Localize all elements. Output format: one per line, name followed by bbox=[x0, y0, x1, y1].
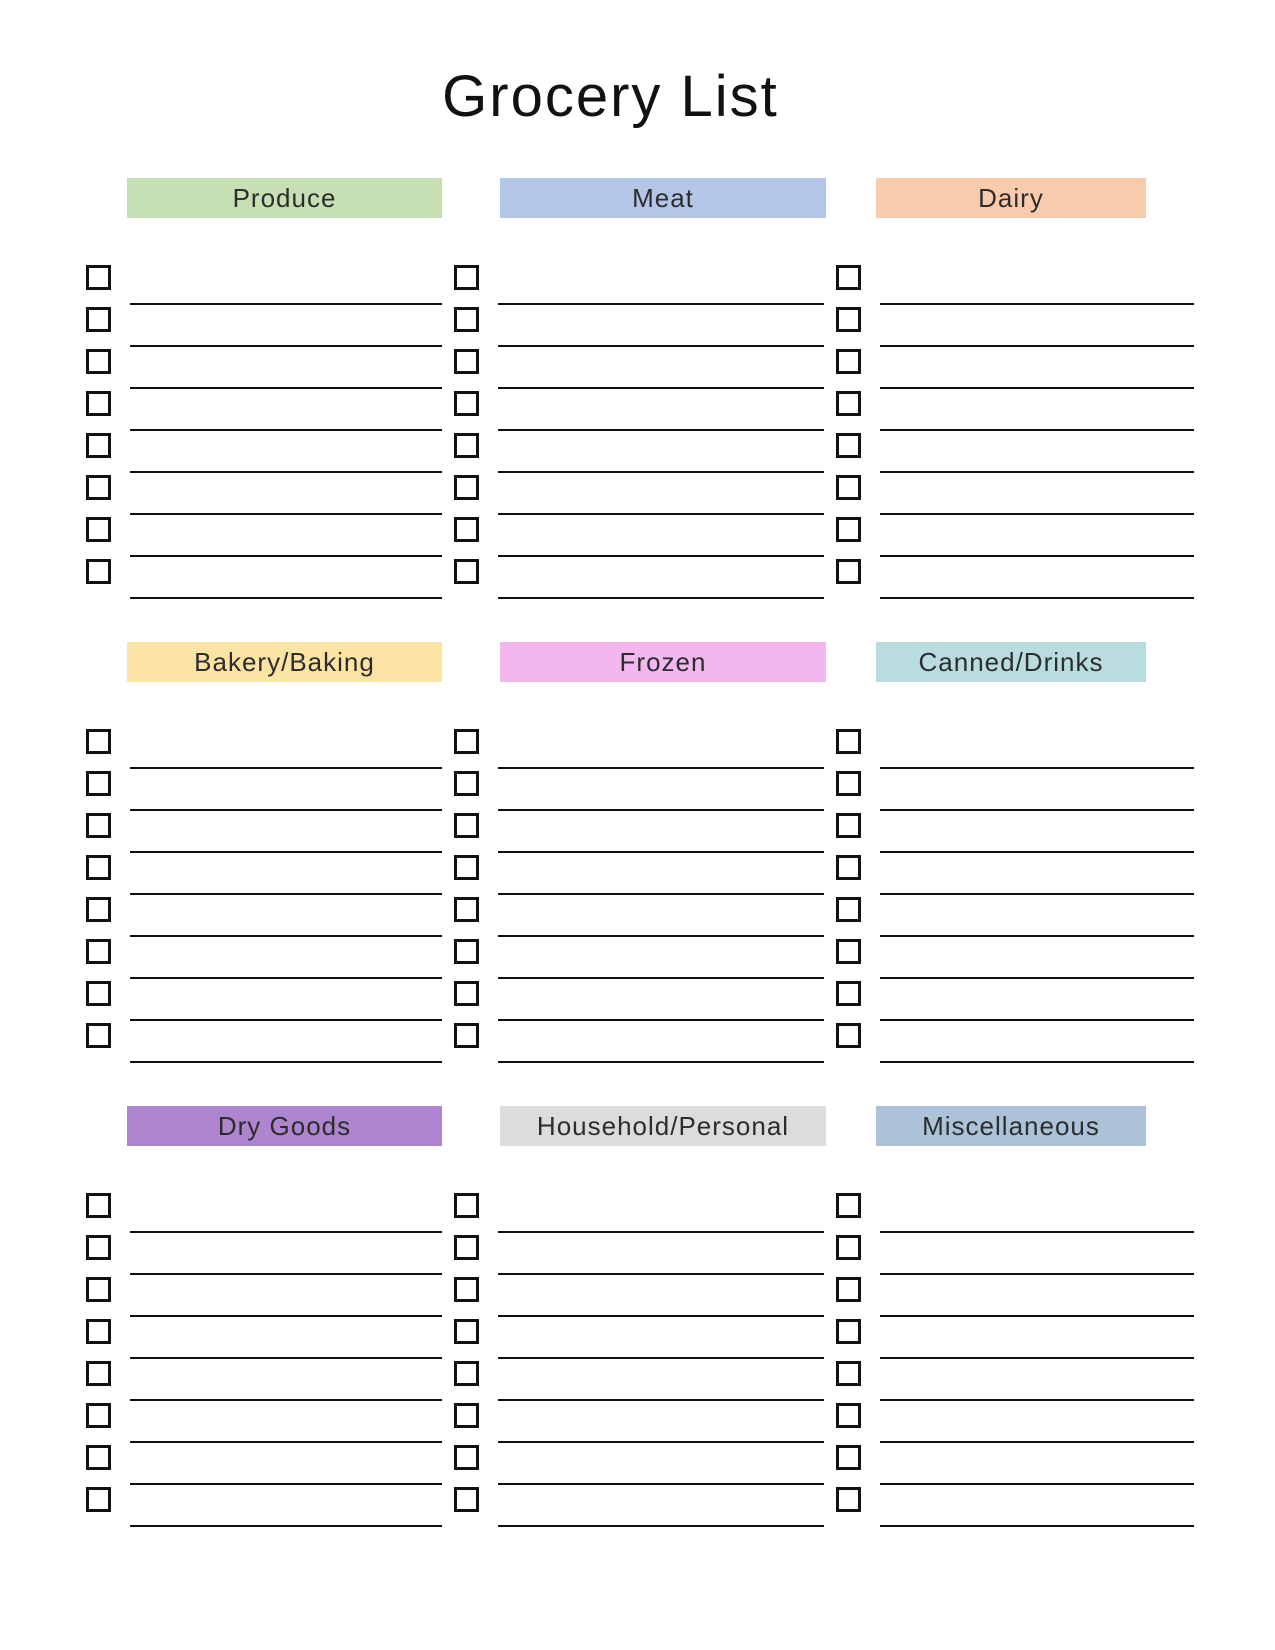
item-checkbox[interactable] bbox=[454, 433, 479, 458]
item-write-line[interactable] bbox=[880, 767, 1194, 769]
item-checkbox[interactable] bbox=[454, 307, 479, 332]
item-checkbox[interactable] bbox=[86, 559, 111, 584]
list-row bbox=[454, 307, 824, 349]
item-write-line[interactable] bbox=[130, 1315, 442, 1317]
item-write-line[interactable] bbox=[130, 513, 442, 515]
item-write-line[interactable] bbox=[498, 303, 824, 305]
item-write-line[interactable] bbox=[130, 893, 442, 895]
item-write-line[interactable] bbox=[130, 1231, 442, 1233]
category-grid bbox=[86, 178, 1195, 1529]
item-write-line[interactable] bbox=[880, 977, 1194, 979]
section-label: Household/Personal bbox=[536, 1110, 790, 1141]
list-row bbox=[454, 855, 824, 897]
item-checkbox[interactable] bbox=[836, 433, 861, 458]
item-checkbox[interactable] bbox=[836, 1361, 861, 1386]
item-write-line[interactable] bbox=[130, 1357, 442, 1359]
item-checkbox[interactable] bbox=[86, 307, 111, 332]
list-row bbox=[836, 1403, 1194, 1445]
section-header-dry-goods bbox=[127, 1106, 442, 1146]
item-write-line[interactable] bbox=[498, 1441, 824, 1443]
list-row bbox=[836, 1023, 1194, 1065]
item-write-line[interactable] bbox=[880, 597, 1194, 599]
item-checkbox[interactable] bbox=[86, 1445, 111, 1470]
item-checkbox[interactable] bbox=[836, 1487, 861, 1512]
section-label: Dry Goods bbox=[217, 1110, 352, 1141]
list-row bbox=[454, 433, 824, 475]
item-write-line[interactable] bbox=[880, 387, 1194, 389]
list-row bbox=[86, 1487, 442, 1529]
list-row bbox=[836, 1277, 1194, 1319]
list-row bbox=[836, 475, 1194, 517]
item-write-line[interactable] bbox=[880, 893, 1194, 895]
section-header-produce bbox=[127, 178, 442, 218]
list-row bbox=[836, 559, 1194, 601]
item-checkbox[interactable] bbox=[454, 1487, 479, 1512]
item-checkbox[interactable] bbox=[454, 897, 479, 922]
list-row bbox=[836, 1235, 1194, 1277]
item-checkbox[interactable] bbox=[454, 771, 479, 796]
item-rows bbox=[454, 1193, 824, 1529]
item-write-line[interactable] bbox=[130, 1525, 442, 1527]
item-write-line[interactable] bbox=[880, 1441, 1194, 1443]
item-rows bbox=[836, 729, 1194, 1065]
list-row bbox=[86, 855, 442, 897]
section-header-meat bbox=[500, 178, 826, 218]
list-row bbox=[86, 391, 442, 433]
item-write-line[interactable] bbox=[880, 851, 1194, 853]
item-write-line[interactable] bbox=[130, 303, 442, 305]
list-row bbox=[836, 855, 1194, 897]
item-checkbox[interactable] bbox=[836, 1445, 861, 1470]
item-checkbox[interactable] bbox=[454, 1277, 479, 1302]
item-write-line[interactable] bbox=[880, 429, 1194, 431]
item-checkbox[interactable] bbox=[86, 391, 111, 416]
item-write-line[interactable] bbox=[498, 977, 824, 979]
item-write-line[interactable] bbox=[130, 429, 442, 431]
item-write-line[interactable] bbox=[130, 471, 442, 473]
item-write-line[interactable] bbox=[498, 1399, 824, 1401]
list-row bbox=[454, 813, 824, 855]
item-rows bbox=[86, 729, 442, 1065]
section-meat bbox=[454, 178, 824, 601]
item-write-line[interactable] bbox=[130, 1399, 442, 1401]
item-write-line[interactable] bbox=[130, 851, 442, 853]
item-write-line[interactable] bbox=[498, 935, 824, 937]
item-rows bbox=[86, 1193, 442, 1529]
item-rows bbox=[454, 729, 824, 1065]
item-write-line[interactable] bbox=[498, 1357, 824, 1359]
section-header-canned-drinks bbox=[876, 642, 1146, 682]
item-write-line[interactable] bbox=[880, 303, 1194, 305]
list-row bbox=[836, 1445, 1194, 1487]
item-write-line[interactable] bbox=[498, 597, 824, 599]
list-row bbox=[86, 729, 442, 771]
item-checkbox[interactable] bbox=[86, 771, 111, 796]
list-row bbox=[86, 771, 442, 813]
item-checkbox[interactable] bbox=[86, 349, 111, 374]
item-checkbox[interactable] bbox=[86, 1023, 111, 1048]
item-write-line[interactable] bbox=[498, 767, 824, 769]
list-row bbox=[836, 307, 1194, 349]
item-checkbox[interactable] bbox=[86, 1319, 111, 1344]
item-checkbox[interactable] bbox=[836, 1319, 861, 1344]
item-rows bbox=[86, 265, 442, 601]
item-write-line[interactable] bbox=[498, 1483, 824, 1485]
item-checkbox[interactable] bbox=[836, 1193, 861, 1218]
section-dry-goods bbox=[86, 1106, 442, 1529]
item-write-line[interactable] bbox=[880, 555, 1194, 557]
item-write-line[interactable] bbox=[130, 387, 442, 389]
item-checkbox[interactable] bbox=[86, 1277, 111, 1302]
item-write-line[interactable] bbox=[498, 809, 824, 811]
item-write-line[interactable] bbox=[130, 1061, 442, 1063]
list-row bbox=[454, 1403, 824, 1445]
item-rows bbox=[836, 1193, 1194, 1529]
item-checkbox[interactable] bbox=[836, 855, 861, 880]
list-row bbox=[86, 813, 442, 855]
section-label: Meat bbox=[632, 182, 694, 213]
section-header-household-personal bbox=[500, 1106, 826, 1146]
list-row bbox=[836, 349, 1194, 391]
list-row bbox=[86, 1445, 442, 1487]
list-row bbox=[454, 349, 824, 391]
list-row bbox=[86, 433, 442, 475]
item-checkbox[interactable] bbox=[86, 1403, 111, 1428]
item-write-line[interactable] bbox=[498, 513, 824, 515]
section-label: Bakery/Baking bbox=[194, 646, 375, 677]
item-checkbox[interactable] bbox=[86, 1361, 111, 1386]
section-frozen bbox=[454, 642, 824, 1065]
section-header-dairy bbox=[876, 178, 1146, 218]
list-row bbox=[86, 1403, 442, 1445]
list-row bbox=[454, 939, 824, 981]
item-checkbox[interactable] bbox=[454, 1193, 479, 1218]
list-row bbox=[454, 771, 824, 813]
list-row bbox=[836, 1193, 1194, 1235]
list-row bbox=[836, 771, 1194, 813]
list-row bbox=[454, 1277, 824, 1319]
item-checkbox[interactable] bbox=[454, 517, 479, 542]
item-checkbox[interactable] bbox=[86, 939, 111, 964]
item-checkbox[interactable] bbox=[454, 349, 479, 374]
item-checkbox[interactable] bbox=[86, 517, 111, 542]
item-rows bbox=[454, 265, 824, 601]
item-write-line[interactable] bbox=[130, 345, 442, 347]
list-row bbox=[86, 981, 442, 1023]
section-label: Miscellaneous bbox=[922, 1110, 1100, 1141]
item-checkbox[interactable] bbox=[454, 1023, 479, 1048]
item-checkbox[interactable] bbox=[836, 349, 861, 374]
item-checkbox[interactable] bbox=[86, 1235, 111, 1260]
item-write-line[interactable] bbox=[880, 935, 1194, 937]
list-row bbox=[836, 517, 1194, 559]
item-checkbox[interactable] bbox=[454, 475, 479, 500]
section-header-frozen bbox=[500, 642, 826, 682]
item-write-line[interactable] bbox=[498, 555, 824, 557]
section-label: Frozen bbox=[619, 646, 707, 677]
list-row bbox=[86, 265, 442, 307]
section-label: Dairy bbox=[978, 182, 1044, 213]
item-checkbox[interactable] bbox=[836, 1277, 861, 1302]
item-write-line[interactable] bbox=[880, 1231, 1194, 1233]
item-write-line[interactable] bbox=[498, 345, 824, 347]
item-checkbox[interactable] bbox=[836, 475, 861, 500]
list-row bbox=[836, 265, 1194, 307]
item-write-line[interactable] bbox=[880, 1483, 1194, 1485]
item-checkbox[interactable] bbox=[86, 981, 111, 1006]
item-checkbox[interactable] bbox=[454, 939, 479, 964]
list-row bbox=[86, 559, 442, 601]
item-write-line[interactable] bbox=[130, 555, 442, 557]
list-row bbox=[86, 897, 442, 939]
list-row bbox=[454, 517, 824, 559]
item-checkbox[interactable] bbox=[86, 433, 111, 458]
list-row bbox=[86, 1277, 442, 1319]
item-checkbox[interactable] bbox=[454, 981, 479, 1006]
item-checkbox[interactable] bbox=[86, 475, 111, 500]
item-write-line[interactable] bbox=[880, 1315, 1194, 1317]
item-write-line[interactable] bbox=[130, 767, 442, 769]
item-checkbox[interactable] bbox=[86, 897, 111, 922]
list-row bbox=[454, 1445, 824, 1487]
item-write-line[interactable] bbox=[498, 1019, 824, 1021]
item-write-line[interactable] bbox=[498, 893, 824, 895]
section-label: Produce bbox=[232, 182, 337, 213]
list-row bbox=[86, 475, 442, 517]
item-write-line[interactable] bbox=[498, 1061, 824, 1063]
item-write-line[interactable] bbox=[130, 1273, 442, 1275]
item-checkbox[interactable] bbox=[836, 391, 861, 416]
list-row bbox=[454, 981, 824, 1023]
list-row bbox=[86, 307, 442, 349]
item-write-line[interactable] bbox=[880, 471, 1194, 473]
list-row bbox=[454, 1193, 824, 1235]
item-checkbox[interactable] bbox=[454, 855, 479, 880]
item-checkbox[interactable] bbox=[836, 729, 861, 754]
item-write-line[interactable] bbox=[498, 471, 824, 473]
section-produce bbox=[86, 178, 442, 601]
item-checkbox[interactable] bbox=[454, 729, 479, 754]
section-header-bakery-baking bbox=[127, 642, 442, 682]
item-write-line[interactable] bbox=[880, 1357, 1194, 1359]
list-row bbox=[454, 391, 824, 433]
item-checkbox[interactable] bbox=[836, 307, 861, 332]
list-row bbox=[454, 475, 824, 517]
list-row bbox=[836, 813, 1194, 855]
item-checkbox[interactable] bbox=[836, 1403, 861, 1428]
section-miscellaneous bbox=[836, 1106, 1194, 1529]
list-row bbox=[454, 265, 824, 307]
list-row bbox=[836, 897, 1194, 939]
item-write-line[interactable] bbox=[130, 809, 442, 811]
item-checkbox[interactable] bbox=[836, 265, 861, 290]
item-checkbox[interactable] bbox=[454, 1235, 479, 1260]
item-write-line[interactable] bbox=[880, 1399, 1194, 1401]
item-write-line[interactable] bbox=[498, 1273, 824, 1275]
item-write-line[interactable] bbox=[130, 977, 442, 979]
item-write-line[interactable] bbox=[130, 1019, 442, 1021]
item-write-line[interactable] bbox=[880, 1273, 1194, 1275]
list-row bbox=[836, 433, 1194, 475]
item-checkbox[interactable] bbox=[454, 391, 479, 416]
item-write-line[interactable] bbox=[498, 387, 824, 389]
list-row bbox=[86, 517, 442, 559]
item-write-line[interactable] bbox=[130, 1441, 442, 1443]
section-bakery-baking bbox=[86, 642, 442, 1065]
list-row bbox=[86, 349, 442, 391]
item-checkbox[interactable] bbox=[86, 855, 111, 880]
list-row bbox=[454, 1235, 824, 1277]
item-write-line[interactable] bbox=[498, 1525, 824, 1527]
item-write-line[interactable] bbox=[880, 809, 1194, 811]
item-checkbox[interactable] bbox=[86, 1487, 111, 1512]
list-row bbox=[86, 1235, 442, 1277]
item-write-line[interactable] bbox=[880, 1525, 1194, 1527]
list-row bbox=[454, 1361, 824, 1403]
item-checkbox[interactable] bbox=[836, 559, 861, 584]
list-row bbox=[454, 1023, 824, 1065]
item-write-line[interactable] bbox=[498, 429, 824, 431]
item-checkbox[interactable] bbox=[836, 517, 861, 542]
item-checkbox[interactable] bbox=[86, 265, 111, 290]
list-row bbox=[836, 981, 1194, 1023]
item-checkbox[interactable] bbox=[454, 559, 479, 584]
list-row bbox=[836, 1361, 1194, 1403]
section-label: Canned/Drinks bbox=[918, 646, 1104, 677]
item-checkbox[interactable] bbox=[836, 1235, 861, 1260]
item-checkbox[interactable] bbox=[836, 981, 861, 1006]
item-checkbox[interactable] bbox=[86, 729, 111, 754]
section-household-personal bbox=[454, 1106, 824, 1529]
item-write-line[interactable] bbox=[880, 345, 1194, 347]
list-row bbox=[86, 1023, 442, 1065]
section-header-miscellaneous bbox=[876, 1106, 1146, 1146]
list-row bbox=[86, 939, 442, 981]
list-row bbox=[86, 1319, 442, 1361]
item-checkbox[interactable] bbox=[454, 813, 479, 838]
item-checkbox[interactable] bbox=[86, 1193, 111, 1218]
list-row bbox=[836, 1487, 1194, 1529]
item-write-line[interactable] bbox=[498, 851, 824, 853]
list-row bbox=[836, 391, 1194, 433]
list-row bbox=[454, 1487, 824, 1529]
item-checkbox[interactable] bbox=[86, 813, 111, 838]
list-row bbox=[836, 1319, 1194, 1361]
item-rows bbox=[836, 265, 1194, 601]
item-checkbox[interactable] bbox=[454, 1361, 479, 1386]
list-row bbox=[454, 559, 824, 601]
list-row bbox=[454, 729, 824, 771]
item-checkbox[interactable] bbox=[454, 1445, 479, 1470]
item-write-line[interactable] bbox=[130, 935, 442, 937]
item-checkbox[interactable] bbox=[836, 813, 861, 838]
section-dairy bbox=[836, 178, 1194, 601]
item-write-line[interactable] bbox=[880, 1061, 1194, 1063]
list-row bbox=[836, 939, 1194, 981]
list-row bbox=[454, 1319, 824, 1361]
list-row bbox=[836, 729, 1194, 771]
item-checkbox[interactable] bbox=[454, 1319, 479, 1344]
item-write-line[interactable] bbox=[880, 1019, 1194, 1021]
item-checkbox[interactable] bbox=[836, 939, 861, 964]
item-checkbox[interactable] bbox=[836, 771, 861, 796]
item-write-line[interactable] bbox=[498, 1315, 824, 1317]
page-title: Grocery List bbox=[442, 64, 779, 129]
item-write-line[interactable] bbox=[880, 513, 1194, 515]
list-row bbox=[454, 897, 824, 939]
item-write-line[interactable] bbox=[498, 1231, 824, 1233]
list-row bbox=[86, 1361, 442, 1403]
item-write-line[interactable] bbox=[130, 597, 442, 599]
list-row bbox=[86, 1193, 442, 1235]
item-write-line[interactable] bbox=[130, 1483, 442, 1485]
item-checkbox[interactable] bbox=[454, 1403, 479, 1428]
item-checkbox[interactable] bbox=[836, 1023, 861, 1048]
section-canned-drinks bbox=[836, 642, 1194, 1065]
item-checkbox[interactable] bbox=[836, 897, 861, 922]
item-checkbox[interactable] bbox=[454, 265, 479, 290]
